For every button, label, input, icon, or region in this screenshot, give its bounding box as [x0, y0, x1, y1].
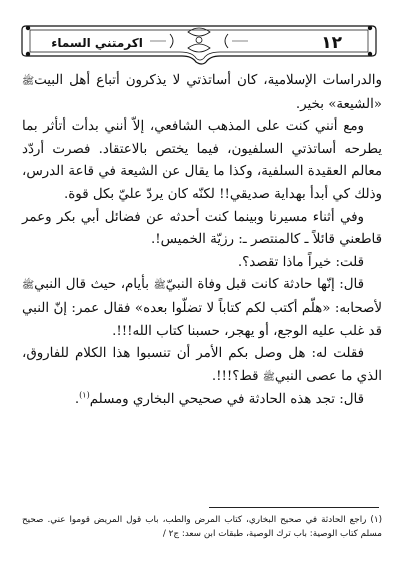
- text-segment: ومع أنني كنت على المذهب الشافعي، إلاّ أنني بدأت أتأثر بما يطرحه أساتذتي السلفيون، فيما يختص بالاعتقاد. فصرت أردّد معالم العقيدة السلفية، وكذا ما يقال عن الشيعة في قاعة الدرس، وذلك كي أبدأ بهداية صديقي!! لكنّه كان يردّ عليّ بكل قوة.: [22, 119, 382, 202]
- paragraph: [22, 116, 382, 206]
- salawat-symbol: ﷺ: [22, 76, 35, 87]
- text-segment: لأصحابه: «هلّم أكتب لكم كتاباً لا تضلّوا بعده» فقال عمر: إنّ النبي قد غلب عليه الوجع، أو يهجر، حسبنا كتاب الله!!!.: [22, 300, 382, 339]
- running-header-title: اكرمتني السماء: [51, 36, 143, 50]
- text-segment: والدراسات الإسلامية، كان أساتذتي لا يذكرون أتباع أهل البيت: [34, 73, 382, 88]
- footnote-reference: (١): [79, 390, 90, 400]
- text-segment: قال: تجد هذه الحادثة في صحيحي البخاري ومسلم: [89, 392, 364, 408]
- salawat-symbol: ﷺ: [22, 280, 35, 292]
- text-segment: قلت: خيراً ماذا تقصد؟.: [237, 254, 364, 270]
- paragraph: [22, 207, 382, 252]
- running-header: [20, 22, 378, 68]
- page-number: ١٢: [321, 33, 342, 53]
- footnote: (١) راجع الحادثة في صحيح البخاري، كتاب المرض والطب، باب قول المريض قوموا عني. صحيح مسلم كتاب الوصية: باب ترك الوصية، طبقات ابن سعد: ج٢ /: [22, 515, 382, 539]
- paragraph: [22, 70, 382, 116]
- text-segment: فقلت له: هل وصل بكم الأمر أن تنسبوا هذا الكلام للفاروق، الذي ما عصى النبي: [22, 346, 382, 384]
- text-segment: بأيام، حيث قال النبي: [34, 277, 149, 293]
- footnote-divider: [209, 507, 379, 508]
- main-text: [22, 70, 382, 412]
- paragraph: [22, 252, 382, 275]
- text-segment: وفي أثناء مسيرنا وبينما كنت أحدثه عن فضائل أبي بكر وعمر قاطعني قائلاً ـ كالمنتصر ـ: رزيّة الخميس!.: [22, 209, 382, 248]
- paragraph: قال: تجد هذه الحادثة في صحيحي البخاري ومسلم$^{(١)}$.: [74, 390, 364, 408]
- text-segment: «الشيعة» بخير.: [295, 96, 382, 112]
- paragraph: [22, 274, 382, 343]
- text-segment: قال: إنّها حادثة كانت قبل وفاة النبيّ: [165, 277, 365, 293]
- salawat-symbol: ﷺ: [153, 280, 166, 292]
- text-segment: قط؟!!!.: [211, 368, 259, 384]
- salawat-symbol: ﷺ: [262, 371, 275, 383]
- paragraph: [22, 343, 382, 389]
